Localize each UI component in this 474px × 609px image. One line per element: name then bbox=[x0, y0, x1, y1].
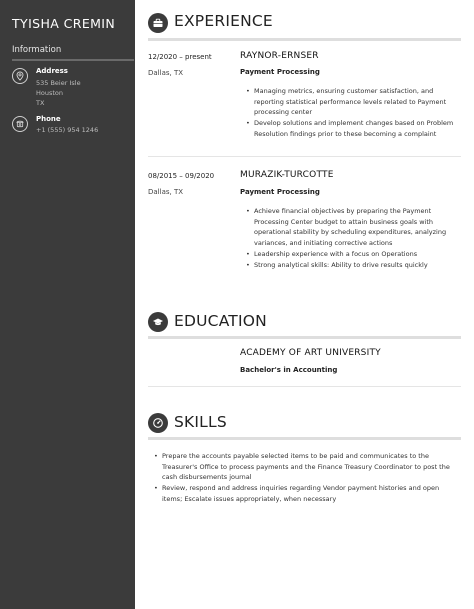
experience-heading: EXPERIENCE bbox=[174, 12, 273, 30]
list-item: • Leadership experience with a focus on Operations bbox=[246, 249, 456, 260]
phone-number: +1 (555) 954 1246 bbox=[36, 126, 99, 134]
job-divider bbox=[148, 156, 461, 157]
job-bullets bbox=[246, 86, 456, 140]
list-item: • Managing metrics, ensuring customer satisfaction, and reporting statistical performance levels related to Payment processing center bbox=[246, 86, 456, 118]
job-dates: 08/2015 – 09/2020 bbox=[148, 172, 215, 180]
job-company: RAYNOR-ERNSER bbox=[240, 51, 319, 61]
sidebar bbox=[0, 0, 135, 609]
address-line-3: TX bbox=[36, 99, 45, 107]
list-item: • Strong analytical skills: Ability to drive results quickly bbox=[246, 260, 456, 271]
skills-heading: SKILLS bbox=[174, 413, 227, 431]
skills-list bbox=[154, 451, 456, 505]
gauge-icon bbox=[148, 413, 168, 433]
information-heading: Information bbox=[12, 45, 62, 55]
education-rule bbox=[148, 336, 461, 339]
list-item: • Achieve financial objectives by preparing the Payment Processing Center budget to attain business goals with operational stability by scheduling expenditures, analyzing variances, and initiating corrective actions bbox=[246, 206, 456, 249]
job-location: Dallas, TX bbox=[148, 188, 184, 196]
phone-icon bbox=[12, 116, 28, 132]
list-item: • Develop solutions and implement changes based on Problem Resolution findings prior to these becoming a complaint bbox=[246, 118, 456, 139]
job-dates: 12/2020 – present bbox=[148, 53, 212, 61]
job-bullets bbox=[246, 206, 456, 270]
job-location: Dallas, TX bbox=[148, 69, 184, 77]
job-company: MURAZIK-TURCOTTE bbox=[240, 170, 334, 180]
degree: Bachelor's in Accounting bbox=[240, 366, 338, 374]
school-name: ACADEMY OF ART UNIVERSITY bbox=[240, 348, 381, 358]
list-item: • Review, respond and address inquiries regarding Vendor payment histories and open items; Escalate issues appropriately, when necessary bbox=[154, 483, 456, 504]
skills-rule bbox=[148, 437, 461, 440]
phone-label: Phone bbox=[36, 115, 61, 123]
graduation-cap-icon bbox=[148, 312, 168, 332]
experience-rule bbox=[148, 38, 461, 41]
information-divider bbox=[12, 59, 134, 61]
job-role: Payment Processing bbox=[240, 68, 320, 76]
job-role: Payment Processing bbox=[240, 188, 320, 196]
education-divider bbox=[148, 386, 461, 387]
address-label: Address bbox=[36, 67, 68, 75]
list-item: • Prepare the accounts payable selected items to be paid and communicates to the Treasurer's Office to process payments and the Finance Treasury Coordinator to post the cash disbursements journal bbox=[154, 451, 456, 483]
address-line-1: 535 Beier Isle bbox=[36, 79, 81, 87]
education-heading: EDUCATION bbox=[174, 312, 267, 330]
briefcase-icon bbox=[148, 13, 168, 33]
location-pin-icon bbox=[12, 68, 28, 84]
address-line-2: Houston bbox=[36, 89, 64, 97]
candidate-name: TYISHA CREMIN bbox=[12, 16, 116, 31]
